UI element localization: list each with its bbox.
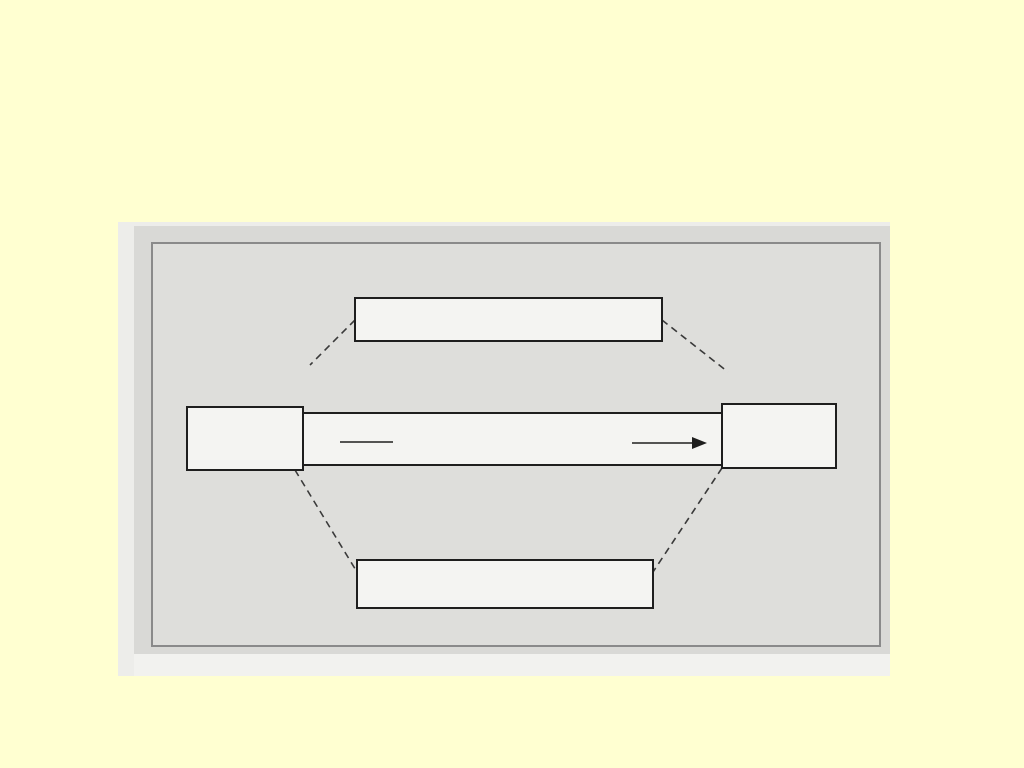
caption-strip	[134, 654, 890, 676]
process-owner-box	[355, 298, 662, 341]
top-decoration-bar	[0, 0, 1024, 50]
footer-center	[0, 716, 1024, 736]
bottom-decoration-bar	[0, 752, 1024, 768]
customer-box-left	[187, 407, 303, 470]
customer-box-right	[722, 404, 836, 468]
process-diagram	[115, 218, 895, 680]
targets-metrics-box	[357, 560, 653, 608]
value-creation-box	[302, 413, 722, 465]
